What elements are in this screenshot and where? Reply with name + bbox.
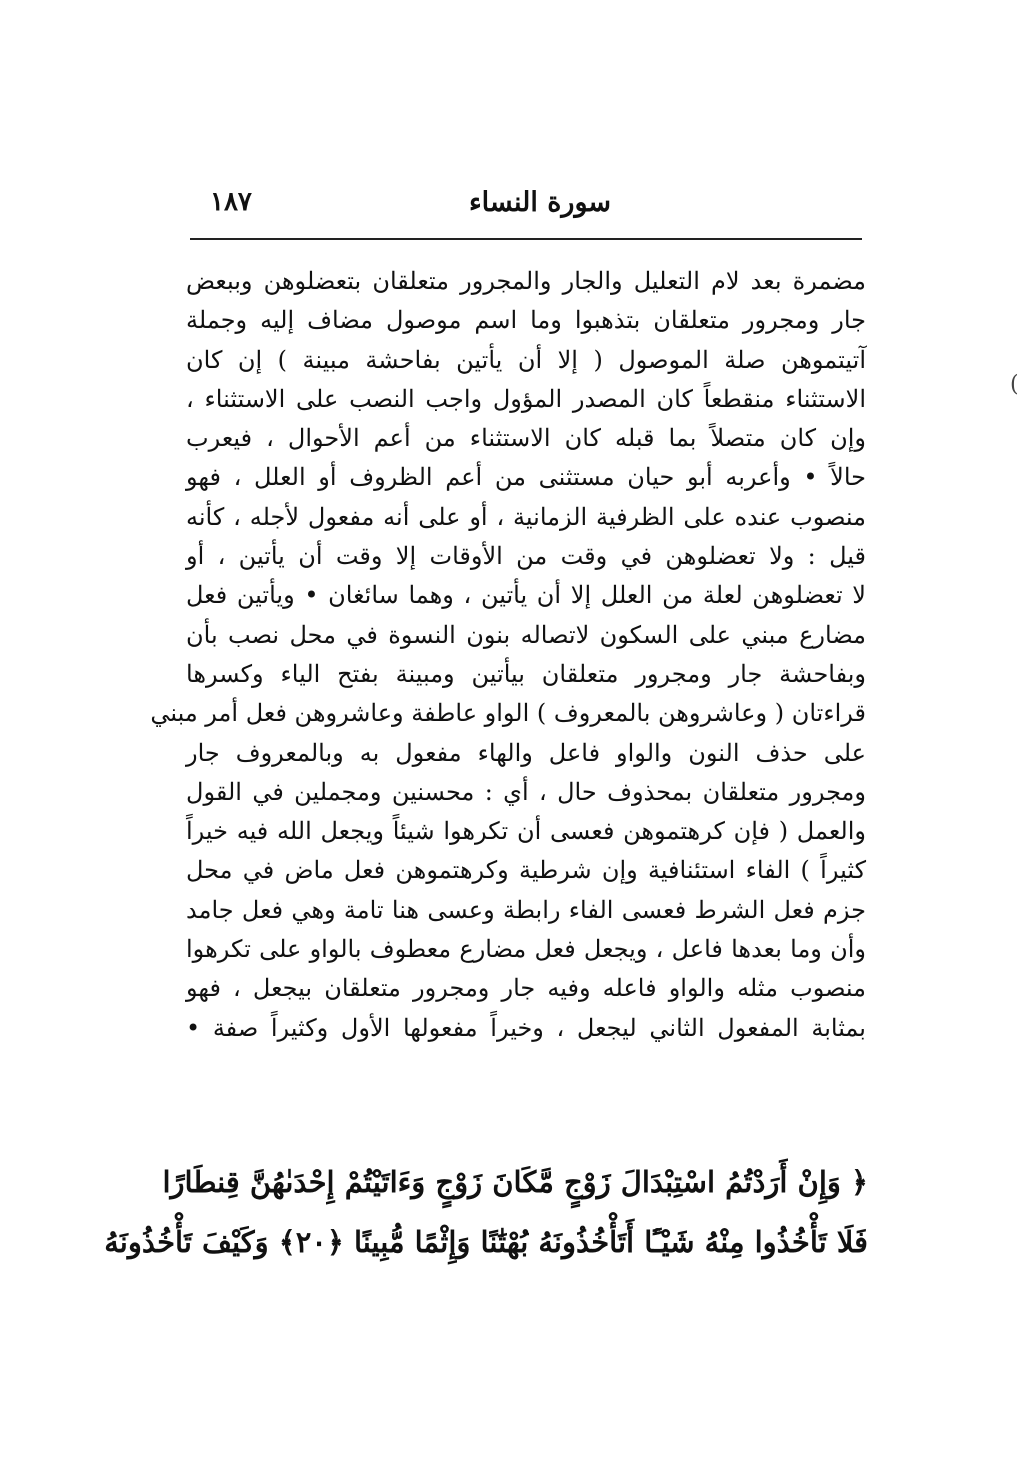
text-line: منصوب عنده على الظرفية الزمانية ، أو على أنه مفعول لأجله ، كأنه [186, 502, 866, 531]
text-line: وبفاحشة جار ومجرور متعلقان بيأتين ومبينة بفتح الياء وكسرها [186, 659, 866, 688]
text-line: والعمل ( فإن كرهتموهن فعسى أن تكرهوا شيئاً ويجعل الله فيه خيراً [186, 817, 866, 846]
text-line: لا تعضلوهن لعلة من العلل إلا أن يأتين ، وهما سائغان • ويأتين فعل [186, 581, 866, 610]
verse-line: فَلَا تَأْخُذُوا مِنْهُ شَيْـًٔا أَتَأْخُذُونَهُ بُهْتَٰنًا وَإِثْمًا مُّبِينًا ﴿٢٠﴾ وَكَيْفَ تَأْخُذُونَهُ [104, 1225, 868, 1259]
text-line: جزم فعل الشرط فعسى الفاء رابطة وعسى هنا تامة وهي فعل جامد [186, 895, 866, 924]
text-line: وأن وما بعدها فاعل ، ويجعل فعل مضارع معطوف بالواو على تكرهوا [186, 935, 866, 964]
text-line: بمثابة المفعول الثاني ليجعل ، وخيراً مفعولها الأول وكثيراً صفة • [186, 1013, 866, 1042]
commentary-text [150, 262, 866, 1048]
text-line: كثيراً ) الفاء استئنافية وإن شرطية وكرهتموهن فعل ماض في محل [186, 856, 866, 885]
text-line: آتيتموهن صلة الموصول ( إلا أن يأتين بفاحشة مبينة ) إن كان [186, 345, 866, 374]
verse-line: ﴿ وَإِنْ أَرَدْتُمُ اسْتِبْدَالَ زَوْجٍ مَّكَانَ زَوْجٍ وَءَاتَيْتُمْ إِحْدَىٰهُنَّ قِنطَارًا [162, 1165, 868, 1199]
text-line: قيل : ولا تعضلوهن في وقت من الأوقات إلا وقت أن يأتين ، أو [186, 542, 866, 571]
margin-mark: ( [1010, 372, 1019, 397]
text-line: على حذف النون والواو فاعل والهاء مفعول به وبالمعروف جار [186, 738, 866, 767]
text-line: مضارع مبني على السكون لاتصاله بنون النسوة في محل نصب بأن [186, 620, 866, 649]
text-line: جار ومجرور متعلقان بتذهبوا وما اسم موصول مضاف إليه وجملة [186, 306, 866, 335]
text-line: منصوب مثله والواو فاعله وفيه جار ومجرور متعلقان بيجعل ، فهو [186, 974, 866, 1003]
quran-verse [104, 1152, 868, 1272]
header-divider [190, 238, 862, 240]
page-header [190, 183, 862, 227]
text-line: ومجرور متعلقان بمحذوف حال ، أي : محسنين ومجملين في القول [186, 777, 866, 806]
text-line: وإن كان متصلاً بما قبله كان الاستثناء من أعم الأحوال ، فيعرب [186, 424, 866, 453]
text-line: حالاً • وأعربه أبو حيان مستثنى من أعم الظروف أو العلل ، فهو [186, 463, 866, 492]
text-line: الاستثناء منقطعاً كان المصدر المؤول واجب النصب على الاستثناء ، [186, 384, 866, 413]
text-line: مضمرة بعد لام التعليل والجار والمجرور متعلقان بتعضلوهن وببعض [186, 267, 866, 295]
page-number: ١٨٧ [210, 187, 252, 217]
page-title: سورة النساء [468, 187, 612, 218]
text-line: قراءتان ( وعاشروهن بالمعروف ) الواو عاطفة وعاشروهن فعل أمر مبني [150, 699, 866, 728]
